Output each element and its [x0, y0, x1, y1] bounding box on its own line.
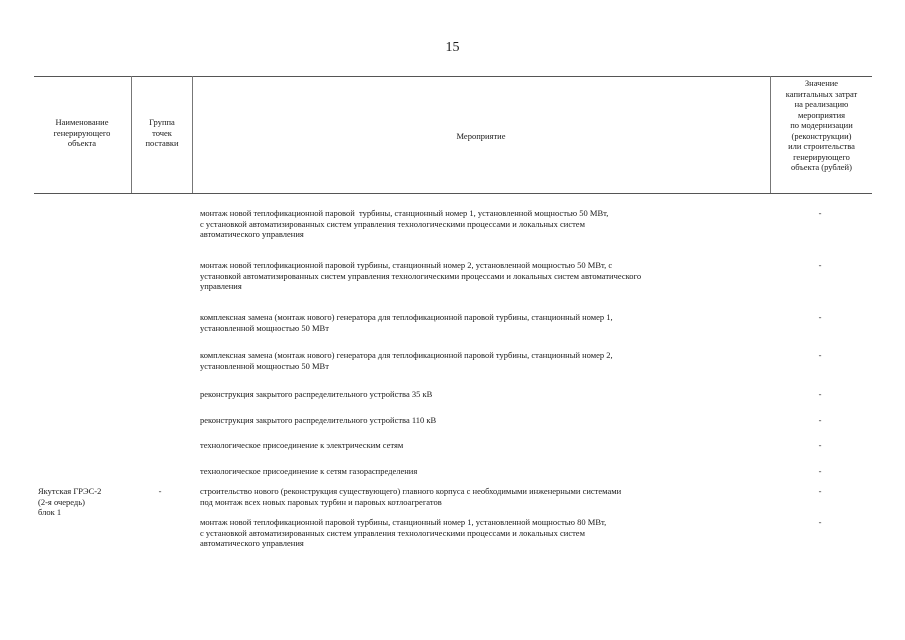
object-name: Якутская ГРЭС-2 (2-я очередь) блок 1 — [38, 486, 102, 517]
header-delivery-group: Группа точек поставки — [145, 117, 179, 148]
value-cell: - — [818, 312, 822, 322]
measure-cell: комплексная замена (монтаж нового) генератора для теплофикационной паровой турбины, станционный номер 1, установленной мощностью 50 МВт — [200, 312, 613, 333]
value-cell: - — [818, 389, 822, 399]
measure-cell: строительство нового (реконструкция существующего) главного корпуса с необходимыми инженерными системами под монтаж всех новых паровых турбин и паровых котлоагрегатов — [200, 486, 622, 507]
header-bottom-rule — [34, 193, 872, 194]
measure-cell: технологическое присоединение к электрическим сетям — [200, 440, 404, 450]
measure-cell: реконструкция закрытого распределительного устройства 110 кВ — [200, 415, 437, 425]
measure-cell: технологическое присоединение к сетям газораспределения — [200, 466, 418, 476]
measure-cell: монтаж новой теплофикационной паровой турбины, станционный номер 1, установленной мощностью 50 МВт, с установкой автоматизированных систем управления технологическими процессами и локальных систем автоматического управления — [200, 208, 609, 239]
value-cell: - — [818, 486, 822, 496]
value-cell: - — [818, 260, 822, 270]
header-object-name: Наименование генерирующего объекта — [53, 117, 111, 148]
value-cell: - — [818, 440, 822, 450]
table-top-rule — [34, 76, 872, 77]
value-cell: - — [818, 466, 822, 476]
header-measure: Мероприятие — [456, 131, 506, 141]
measure-cell: монтаж новой теплофикационной паровой турбины, станционный номер 2, установленной мощностью 50 МВт, с установкой автоматизированных систем управления технологическими процессами и локальных систем автоматического управления — [200, 260, 642, 291]
value-cell: - — [818, 517, 822, 527]
delivery-group-value: - — [158, 486, 162, 496]
value-cell: - — [818, 415, 822, 425]
value-cell: - — [818, 208, 822, 218]
measure-cell: монтаж новой теплофикационной паровой турбины, станционный номер 1, установленной мощностью 80 МВт, с установкой автоматизированных систем управления технологическими процессами и локальных систем автоматического управления — [200, 517, 607, 548]
value-cell: - — [818, 350, 822, 360]
header-capital-cost: Значение капитальных затрат на реализацию мероприятия по модернизации (реконструкции) или строительства генерирующего объекта (рублей) — [785, 78, 858, 172]
measure-cell: комплексная замена (монтаж нового) генератора для теплофикационной паровой турбины, станционный номер 2, установленной мощностью 50 МВт — [200, 350, 613, 371]
measure-cell: реконструкция закрытого распределительного устройства 35 кВ — [200, 389, 433, 399]
page-number: 15 — [445, 40, 460, 55]
